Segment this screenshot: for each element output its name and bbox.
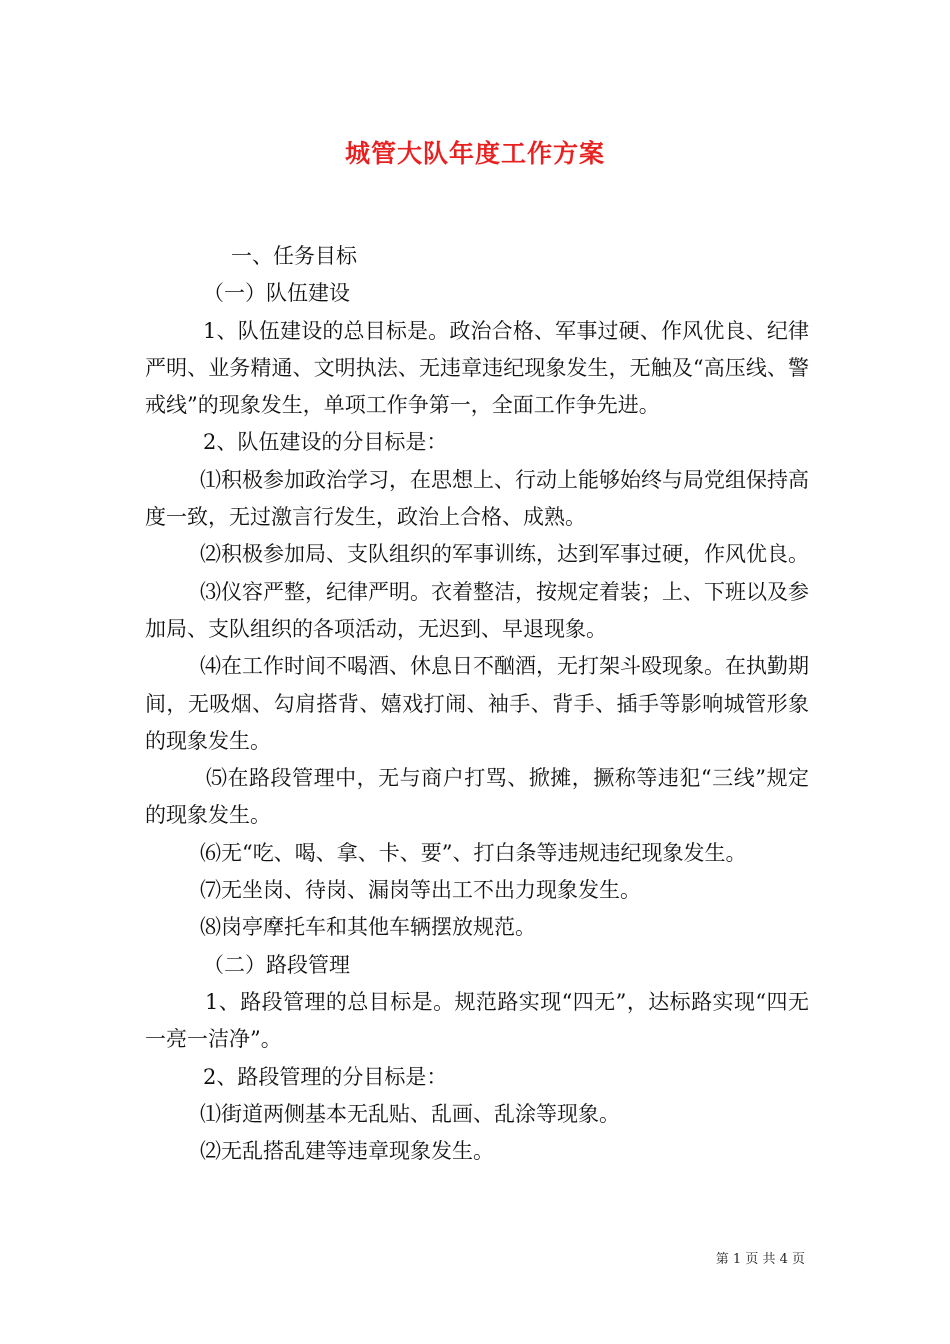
list-item: ⑶仪容严整，纪律严明。衣着整洁，按规定着装；上、下班以及参加局、支队组织的各项活动，无迟到、早退现象。 [145, 579, 809, 641]
section-heading: 一、任务目标 [231, 244, 357, 268]
list-item: ⑷在工作时间不喝酒、休息日不酗酒，无打架斗殴现象。在执勤期间，无吸烟、勾肩搭背、嬉戏打闹、袖手、背手、插手等影响城管形象的现象发生。 [145, 654, 809, 753]
list-item: ⑵无乱搭乱建等违章现象发生。 [200, 1139, 494, 1164]
list-item: ⑹无“吃、喝、拿、卡、要”、打白条等违规违纪现象发生。 [200, 840, 747, 865]
paragraph: 2、队伍建设的分目标是： [203, 430, 448, 455]
paragraph: 2、路段管理的分目标是： [203, 1064, 448, 1089]
page-number-footer: 第 1 页 共 4 页 [715, 1252, 805, 1267]
list-item: ⑺无坐岗、待岗、漏岗等出工不出力现象发生。 [200, 878, 641, 903]
document-title: 城管大队年度工作方案 [344, 139, 605, 168]
paragraph: 1、路段管理的总目标是。规范路实现“四无”，达标路实现“四无一亮一洁净”。 [145, 989, 809, 1052]
subsection-heading: （二）路段管理 [203, 952, 350, 977]
list-item: ⑸在路段管理中，无与商户打骂、掀摊，撅称等违犯“三线”规定的现象发生。 [145, 766, 809, 828]
paragraph: 1、队伍建设的总目标是。政治合格、军事过硬、作风优良、纪律严明、业务精通、文明执法、无违章违纪现象发生，无触及“高压线、警戒线”的现象发生，单项工作争第一，全面工作争先进。 [145, 318, 809, 418]
subsection-heading: （一）队伍建设 [203, 281, 350, 306]
list-item: ⑵积极参加局、支队组织的军事训练，达到军事过硬，作风优良。 [200, 542, 809, 567]
list-item: ⑻岗亭摩托车和其他车辆摆放规范。 [200, 915, 536, 940]
list-item: ⑴积极参加政治学习，在思想上、行动上能够始终与局党组保持高度一致，无过激言行发生，政治上合格、成熟。 [145, 467, 809, 530]
list-item: ⑴街道两侧基本无乱贴、乱画、乱涂等现象。 [200, 1101, 620, 1126]
document-body [145, 238, 809, 1170]
